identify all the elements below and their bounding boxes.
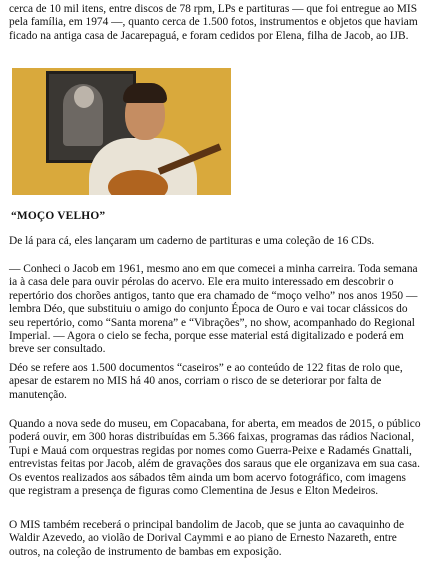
- man-hair: [123, 83, 167, 103]
- paragraph-5: O MIS também receberá o principal bandolim de Jacob, que se junta ao cavaquinho de Waldir Azevedo, ao violão de Dorival Caymmi e ao piano de Ernesto Nazareth, entre outros, na coleção de instrumento de bambas em exposição.: [9, 519, 405, 558]
- intro-paragraph: cerca de 10 mil itens, entre discos de 78 rpm, LPs e partituras — que foi entregue ao MIS pela família, em 1974 —, quanto cerca de 1.500 fotos, instrumentos e objetos que haviam ficado na antiga casa de Jacarepaguá, e foram cedidos por Elena, filha de Jacob, ao IJB.: [9, 3, 418, 42]
- paragraph-4: Quando a nova sede do museu, em Copacabana, for aberta, em meados de 2015, o público poderá ouvir, em 300 horas distribuídas em 5.366 faixas, programas das rádios Nacional, Tupi e Mauá com orquestras regidas por nomes como Guerra-Peixe e Radamés Gnattali, entrevistas feitas por Jacob, além de gravações dos saraus que ele organizava em sua casa. Os eventos realizados aos sábados têm ainda um bom acervo fotográfico, com imagens que registram a presença de figuras como Clementina de Jesus e Elton Medeiros.: [9, 418, 421, 498]
- framed-face: [74, 86, 94, 108]
- article-photo: [12, 68, 231, 195]
- paragraph-3: Déo se refere aos 1.500 documentos “caseiros” e ao conteúdo de 122 fitas de rolo que, apesar de estarem no MIS há 40 anos, corriam o risco de se deteriorar por falta de manutenção.: [9, 362, 403, 401]
- paragraph-2: — Conheci o Jacob em 1961, mesmo ano em que comecei a minha carreira. Toda semana ia à casa dele para ouvir pérolas do acervo. Ele era muito interessado em descobrir o repertório dos chorões antigos, tanto que era chamado de “moço velho” nos anos 1950 — lembra Déo, que substituiu o amigo do conjunto Época de Ouro e vai tocar clássicos do seu repertório, como “Santa morena” e “Vibrações”, no show, acompanhado do Regional Imperial. — Agora o cielo se fecha, porque esse material está digitalizado e poderá em breve ser consultado.: [9, 263, 418, 356]
- paragraph-1: De lá para cá, eles lançaram um caderno de partituras e uma coleção de 16 CDs.: [9, 235, 375, 247]
- section-heading: “MOÇO VELHO”: [11, 210, 106, 222]
